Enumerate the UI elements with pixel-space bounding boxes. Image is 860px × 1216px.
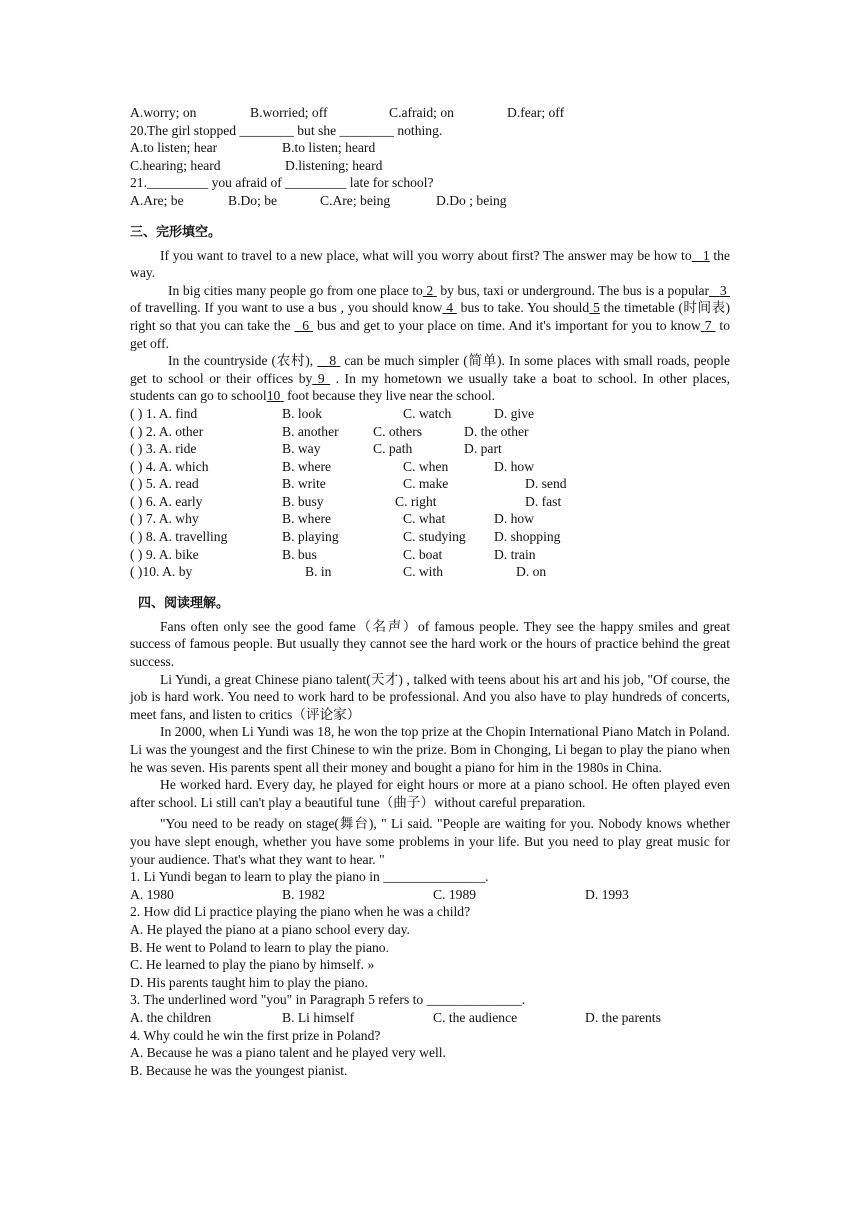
blank-6: 6 [302,317,310,333]
reading-question-4-option: B. Because he was the youngest pianist. [130,1062,348,1078]
cloze-paragraph-1: If you want to travel to a new place, what will you worry about first? The answer may be how to 1 the way. [130,247,730,281]
mc-21-question: 21._________ you afraid of _________ late for school? [130,175,434,191]
document-page [130,104,730,1079]
blank-9: 9 [317,370,325,386]
blank-5: 5 [593,300,600,316]
blank-3: 3 [719,282,727,298]
mc-20-options-cd: C.hearing; heard D.listening; heard [130,157,383,173]
section-4-title: 四、阅读理解。 [138,595,230,611]
reading-question-2-option: C. He learned to play the piano by himself. » [130,957,375,973]
cloze-option-row: ( ) 6. A. early B. busy C. right D. fast [130,493,562,509]
cloze-option-row: ( ) 3. A. ride B. way C. path D. part [130,441,502,457]
reading-paragraph-1: Fans often only see the good fame（名声）of famous people. They see the happy smiles and great success of famous people. But usually they cannot see the hard work or the hours of practice behind the great success. [130,618,730,670]
cloze-paragraph-2: In big cities many people go from one place to 2 by bus, taxi or underground. The bus is a popular 3 of travelling. If you want to use a bus , you should know 4 bus to take. You should 5 the timetable (时间表) right so that you can take the 6 bus and get to your place on time. And it's important for you to know 7 to get off. [130,282,731,351]
reading-question-3-options: A. the children B. Li himself C. the audience D. the parents [130,1009,661,1025]
reading-question-4: 4. Why could he win the first prize in Poland? [130,1027,381,1043]
blank-2: 2 [426,282,434,298]
cloze-option-row: ( ) 9. A. bike B. bus C. boat D. train [130,546,536,562]
blank-1: 1 [702,247,710,263]
blank-7: 7 [704,317,712,333]
mc-21-options: A.Are; be B.Do; be C.Are; being D.Do ; being [130,192,507,208]
cloze-options [130,405,730,581]
cloze-paragraph-3: In the countryside (农村), 8 can be much simpler (简单). In some places with small roads, people get to school or their offices by 9 . In my hometown we usually take a boat to school. In other places, students can go to school10 foot because they live near the school. [130,353,730,404]
reading-question-3: 3. The underlined word "you" in Paragraph 5 refers to ______________. [130,992,526,1008]
cloze-option-row: ( ) 1. A. find B. look C. watch D. give [130,405,535,421]
reading-question-2: 2. How did Li practice playing the piano when he was a child? [130,904,471,920]
reading-paragraph-2: Li Yundi, a great Chinese piano talent(天才) , talked with teens about his art and his job, "Of course, the job is hard work. You need to work hard to be professional. And you also have to play hundreds of concerts, meet fans, and listen to critics（评论家） [130,671,730,722]
cloze-option-row: ( ) 7. A. why B. where C. what D. how [130,511,535,527]
reading-paragraph-5: "You need to be ready on stage(舞台), " Li said. "People are waiting for you. Nobody knows whether you have slept enough, whether you have some problems in your life. But you need to play great music for your audience. That's what they want to hear. " [130,816,730,867]
reading-question-2-option: B. He went to Poland to learn to play the piano. [130,939,389,955]
blank-4: 4 [446,300,453,316]
mc-20-options-ab: A.to listen; hear B.to listen; heard [130,140,376,156]
mc-20-question: 20.The girl stopped ________ but she ________ nothing. [130,122,443,138]
cloze-option-row: ( ) 4. A. which B. where C. when D. how [130,458,535,474]
mc-19-options: A.worry; on B.worried; off C.afraid; on D.fear; off [130,105,565,120]
reading-question-1: 1. Li Yundi began to learn to play the piano in _______________. [130,869,489,885]
cloze-option-row: ( ) 5. A. read B. write C. make D. send [130,476,567,492]
blank-8: 8 [329,353,337,369]
blank-10: 10 [266,388,281,404]
reading-paragraph-4: He worked hard. Every day, he played for eight hours or more at a piano school. He often played even after school. Li still can't play a beautiful tune（曲子）without careful preparation. [130,777,730,810]
cloze-option-row: ( )10. A. by B. in C. with D. on [130,564,547,580]
cloze-option-row: ( ) 8. A. travelling B. playing C. studying D. shopping [130,529,561,545]
reading-paragraph-3: In 2000, when Li Yundi was 18, he won the top prize at the Chopin International Piano Match in Poland. Li was the youngest and the first Chinese to win the prize. Bom in Chonging, Li began to play the piano when he was seven. His parents spent all their money and bought a piano for him in the 1980s in China. [130,724,730,775]
reading-question-1-options: A. 1980 B. 1982 C. 1989 D. 1993 [130,886,629,902]
reading-question-2-option: D. His parents taught him to play the piano. [130,974,368,990]
cloze-option-row: ( ) 2. A. other B. another C. others D. the other [130,423,529,439]
reading-question-4-option: A. Because he was a piano talent and he played very well. [130,1045,446,1061]
reading-question-2-option: A. He played the piano at a piano school every day. [130,921,410,937]
section-3-title: 三、完形填空。 [130,224,222,240]
